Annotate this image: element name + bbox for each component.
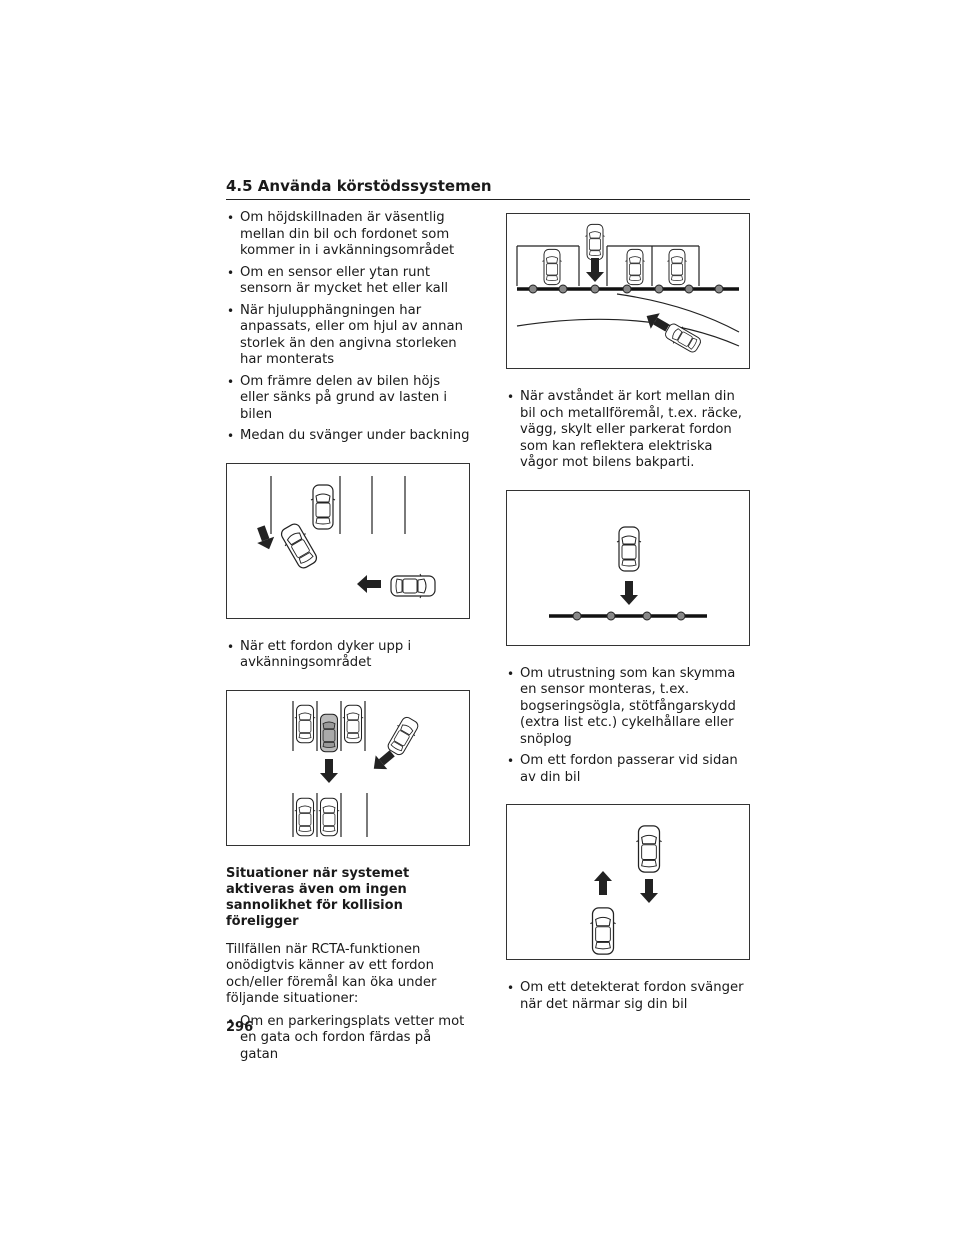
list-item: • Medan du svänger under backning bbox=[226, 428, 470, 445]
illustration-vehicle-appears bbox=[226, 690, 470, 846]
bullet-list bbox=[226, 639, 470, 672]
illustration-parking-street bbox=[506, 213, 750, 369]
bullet-list bbox=[226, 1014, 470, 1064]
bullet-list bbox=[506, 980, 750, 1013]
illustration-reversing-turn bbox=[226, 463, 470, 619]
list-item: • Om främre delen av bilen höjs eller sänks på grund av lasten i bilen bbox=[226, 374, 470, 424]
bullet-list bbox=[506, 389, 750, 472]
illustration-passing-vehicle bbox=[506, 804, 750, 960]
list-item: • Om höjdskillnaden är väsentlig mellan din bil och fordonet som kommer in i avkänningsområdet bbox=[226, 210, 470, 260]
list-item: • Om ett fordon passerar vid sidan av din bil bbox=[506, 753, 750, 786]
left-column bbox=[226, 210, 470, 1068]
list-item: • När ett fordon dyker upp i avkänningsområdet bbox=[226, 639, 470, 672]
body-paragraph: Tillfällen när RCTA-funktionen onödigtvis känner av ett fordon och/eller föremål kan öka under följande situationer: bbox=[226, 941, 437, 1006]
list-item: • Om en sensor eller ytan runt sensorn är mycket het eller kall bbox=[226, 265, 470, 298]
list-item: • När avståndet är kort mellan din bil och metallföremål, t.ex. räcke, vägg, skylt eller parkerat fordon som kan reflektera elektriska vågor mot bilens bakparti. bbox=[506, 389, 750, 472]
subheading: Situationer när systemet aktiveras även om ingen sannolikhet för kollision föreligger bbox=[226, 865, 410, 929]
page-number: 296 bbox=[226, 1020, 254, 1035]
list-item: • Om ett detekterat fordon svänger när det närmar sig din bil bbox=[506, 980, 750, 1013]
bullet-list bbox=[506, 666, 750, 787]
illustration-metal-object bbox=[506, 490, 750, 646]
bullet-list bbox=[226, 210, 470, 445]
list-item: • Om utrustning som kan skymma en sensor monteras, t.ex. bogseringsögla, stötfångarskydd (extra list etc.) cykelhållare eller snöplog bbox=[506, 666, 750, 749]
right-column bbox=[506, 210, 750, 1018]
list-item: • Om en parkeringsplats vetter mot en gata och fordon färdas på gatan bbox=[226, 1014, 470, 1064]
list-item: • När hjulupphängningen har anpassats, eller om hjul av annan storlek än den angivna storleken har monterats bbox=[226, 303, 470, 369]
section-title: 4.5 Använda körstödssystemen bbox=[226, 177, 750, 200]
